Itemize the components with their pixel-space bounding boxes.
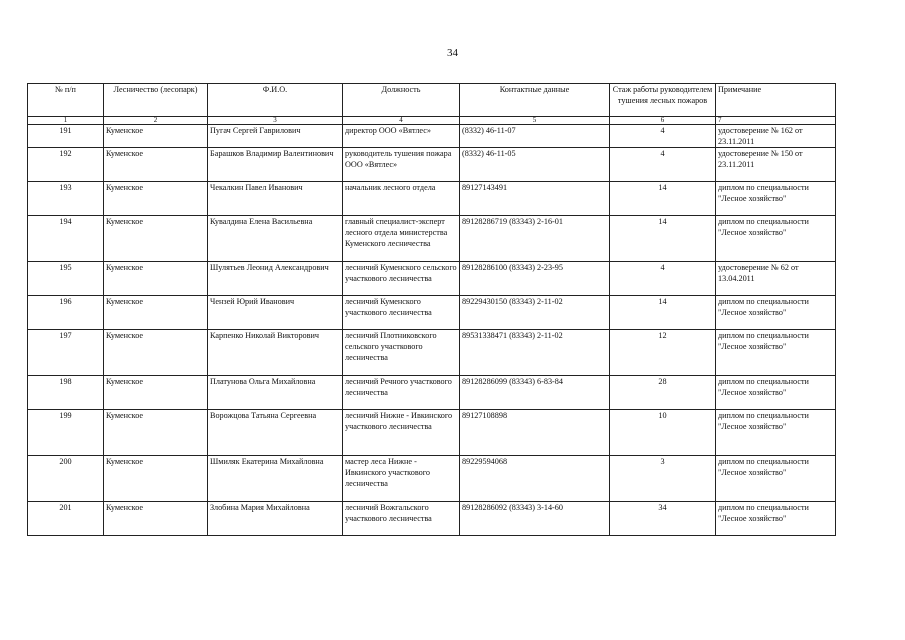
table-row: [28, 376, 836, 410]
row-number: 191: [28, 125, 104, 148]
row-experience: 4: [610, 148, 716, 182]
col-header-experience: Стаж работы руководителем тушения лесных пожаров: [610, 84, 716, 117]
row-contacts: (8332) 46-11-07: [460, 125, 610, 148]
row-forestry: Куменское: [104, 330, 208, 376]
col-index: 3: [208, 117, 343, 125]
table-row: [28, 182, 836, 216]
row-contacts: 89128286719 (83343) 2-16-01: [460, 216, 610, 262]
row-number: 194: [28, 216, 104, 262]
row-contacts: 89128286100 (83343) 2-23-95: [460, 262, 610, 296]
row-note: диплом по специальности "Лесное хозяйство": [716, 182, 836, 216]
row-note: удостоверение № 162 от 23.11.2011: [716, 125, 836, 148]
row-experience: 14: [610, 182, 716, 216]
row-number: 196: [28, 296, 104, 330]
row-note: диплом по специальности "Лесное хозяйство": [716, 410, 836, 456]
row-full-name: Карпенко Николай Викторович: [208, 330, 343, 376]
row-note: диплом по специальности "Лесное хозяйство": [716, 376, 836, 410]
table-row: [28, 330, 836, 376]
row-position: лесничий Речного участкового лесничества: [343, 376, 460, 410]
row-full-name: Злобина Мария Михайловна: [208, 502, 343, 536]
row-number: 192: [28, 148, 104, 182]
row-position: директор ООО «Вятлес»: [343, 125, 460, 148]
row-forestry: Куменское: [104, 410, 208, 456]
row-full-name: Пугач Сергей Гаврилович: [208, 125, 343, 148]
row-position: лесничий Плотниковского сельского участкового лесничества: [343, 330, 460, 376]
row-experience: 34: [610, 502, 716, 536]
row-full-name: Платунова Ольга Михайловна: [208, 376, 343, 410]
col-header-note: Примечание: [716, 84, 836, 117]
row-note: диплом по специальности "Лесное хозяйство": [716, 296, 836, 330]
row-note: удостоверение № 62 от 13.04.2011: [716, 262, 836, 296]
row-forestry: Куменское: [104, 125, 208, 148]
row-experience: 28: [610, 376, 716, 410]
col-header-contacts: Контактные данные: [460, 84, 610, 117]
row-number: 199: [28, 410, 104, 456]
row-contacts: 89127143491: [460, 182, 610, 216]
row-forestry: Куменское: [104, 456, 208, 502]
col-index: 1: [28, 117, 104, 125]
row-forestry: Куменское: [104, 262, 208, 296]
row-note: диплом по специальности "Лесное хозяйство": [716, 216, 836, 262]
row-full-name: Чензей Юрий Иванович: [208, 296, 343, 330]
row-note: диплом по специальности "Лесное хозяйство": [716, 330, 836, 376]
row-contacts: 89128286092 (83343) 3-14-60: [460, 502, 610, 536]
row-position: начальник лесного отдела: [343, 182, 460, 216]
row-number: 200: [28, 456, 104, 502]
row-full-name: Барашков Владимир Валентинович: [208, 148, 343, 182]
col-index: 2: [104, 117, 208, 125]
row-full-name: Чекалкин Павел Иванович: [208, 182, 343, 216]
row-forestry: Куменское: [104, 216, 208, 262]
row-experience: 3: [610, 456, 716, 502]
row-position: мастер леса Нижне - Ивкинского участкового лесничества: [343, 456, 460, 502]
col-header-position: Должность: [343, 84, 460, 117]
row-note: удостоверение № 150 от 23.11.2011: [716, 148, 836, 182]
row-contacts: 89127108898: [460, 410, 610, 456]
row-experience: 4: [610, 262, 716, 296]
table-row: [28, 262, 836, 296]
row-full-name: Кувалдина Елена Васильевна: [208, 216, 343, 262]
table-row: [28, 216, 836, 262]
row-experience: 10: [610, 410, 716, 456]
col-header-num: № п/п: [28, 84, 104, 117]
row-forestry: Куменское: [104, 182, 208, 216]
row-forestry: Куменское: [104, 502, 208, 536]
row-position: лесничий Куменского сельского участкового лесничества: [343, 262, 460, 296]
page-number: 34: [447, 47, 458, 59]
column-index-row: [28, 117, 836, 125]
row-number: 193: [28, 182, 104, 216]
row-note: диплом по специальности "Лесное хозяйство": [716, 502, 836, 536]
row-number: 201: [28, 502, 104, 536]
table-row: [28, 125, 836, 148]
row-number: 198: [28, 376, 104, 410]
row-number: 197: [28, 330, 104, 376]
col-header-name: Ф.И.О.: [208, 84, 343, 117]
header-row: [28, 84, 836, 117]
col-index: 7: [716, 117, 836, 125]
table-row: [28, 502, 836, 536]
row-full-name: Шмиляк Екатерина Михайловна: [208, 456, 343, 502]
row-note: диплом по специальности "Лесное хозяйство": [716, 456, 836, 502]
col-index: 4: [343, 117, 460, 125]
row-experience: 14: [610, 296, 716, 330]
row-position: лесничий Куменского участкового лесничества: [343, 296, 460, 330]
row-contacts: 89128286099 (83343) 6-83-84: [460, 376, 610, 410]
firefighting-leaders-table: [27, 83, 836, 536]
row-forestry: Куменское: [104, 376, 208, 410]
row-experience: 14: [610, 216, 716, 262]
row-forestry: Куменское: [104, 148, 208, 182]
table-row: [28, 296, 836, 330]
row-position: руководитель тушения пожара ООО «Вятлес»: [343, 148, 460, 182]
row-contacts: (8332) 46-11-05: [460, 148, 610, 182]
col-index: 5: [460, 117, 610, 125]
row-contacts: 89229594068: [460, 456, 610, 502]
table-row: [28, 148, 836, 182]
row-full-name: Шулятьев Леонид Александрович: [208, 262, 343, 296]
row-position: главный специалист-эксперт лесного отдела министерства Куменского лесничества: [343, 216, 460, 262]
row-forestry: Куменское: [104, 296, 208, 330]
row-position: лесничий Нижне - Ивкинского участкового лесничества: [343, 410, 460, 456]
row-number: 195: [28, 262, 104, 296]
table-row: [28, 410, 836, 456]
row-contacts: 89229430150 (83343) 2-11-02: [460, 296, 610, 330]
row-experience: 12: [610, 330, 716, 376]
row-position: лесничий Вожгальского участкового лесничества: [343, 502, 460, 536]
row-full-name: Ворожцова Татьяна Сергеевна: [208, 410, 343, 456]
row-experience: 4: [610, 125, 716, 148]
col-index: 6: [610, 117, 716, 125]
row-contacts: 89531338471 (83343) 2-11-02: [460, 330, 610, 376]
col-header-forestry: Лесничество (лесопарк): [104, 84, 208, 117]
table-row: [28, 456, 836, 502]
